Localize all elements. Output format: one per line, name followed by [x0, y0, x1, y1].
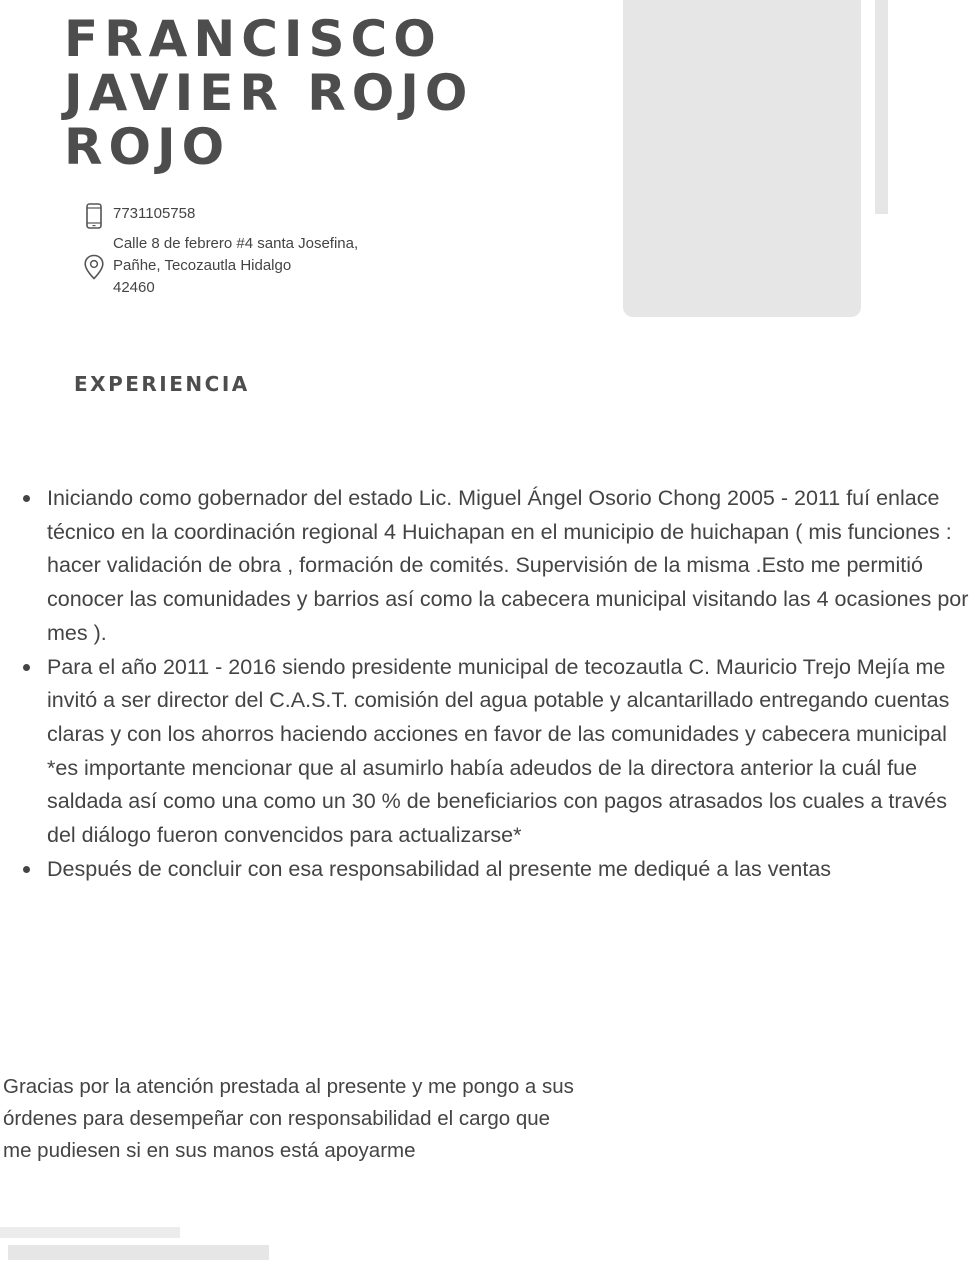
- contact-address: [82, 233, 358, 299]
- location-pin-icon: [82, 254, 106, 280]
- closing-line-1: Gracias por la atención prestada al presente y me pongo a sus: [3, 1075, 574, 1098]
- name-line-2: JAVIER ROJO: [64, 64, 474, 122]
- closing-line-3: me pudiesen si en sus manos está apoyarme: [3, 1139, 416, 1162]
- signature-placeholder-bar: [0, 1227, 180, 1238]
- experience-item-3: Después de concluir con esa responsabilidad al presente me dediqué a las ventas: [47, 853, 973, 887]
- address-line-3: 42460: [113, 279, 155, 296]
- address-line-2: Pañhe, Tecozautla Hidalgo: [113, 257, 292, 274]
- phone-number: 7731105758: [113, 205, 196, 222]
- decorative-side-bar: [875, 0, 888, 214]
- experience-heading: EXPERIENCIA: [74, 372, 250, 396]
- experience-item-1: Iniciando como gobernador del estado Lic. Miguel Ángel Osorio Chong 2005 - 2011 fuí enlace técnico en la coordinación regional 4 Huichapan en el municipio de huichapan ( mis funciones : hacer validación de obra , formación de comités. Supervisión de la misma .Esto me permitió conocer las comunidades y barrios así como la cabecera municipal visitando las 4 ocasiones por mes ).: [47, 482, 973, 651]
- signature-placeholder-bar-2: [8, 1245, 269, 1260]
- experience-list: [0, 482, 973, 886]
- mobile-phone-icon: [82, 203, 106, 229]
- address-line-1: Calle 8 de febrero #4 santa Josefina,: [113, 235, 359, 252]
- candidate-name: [64, 12, 604, 174]
- closing-line-2: órdenes para desempeñar con responsabilidad el cargo que: [3, 1107, 551, 1130]
- name-line-3: ROJO: [64, 118, 231, 176]
- contact-phone: [82, 203, 195, 229]
- photo-placeholder: [623, 0, 861, 317]
- experience-item-2: Para el año 2011 - 2016 siendo presidente municipal de tecozautla C. Mauricio Trejo Mejía me invitó a ser director del C.A.S.T. comisión del agua potable y alcantarillado entregando cuentas claras y con los ahorros haciendo acciones en favor de las comunidades y cabecera municipal *es importante mencionar que al asumirlo había adeudos de la directora anterior la cuál fue saldada así como una como un 30 % de beneficiarios con pagos atrasados los cuales a través del diálogo fueron convencidos para actualizarse*: [47, 651, 973, 853]
- closing-paragraph: [3, 1071, 643, 1167]
- name-line-1: FRANCISCO: [64, 10, 442, 68]
